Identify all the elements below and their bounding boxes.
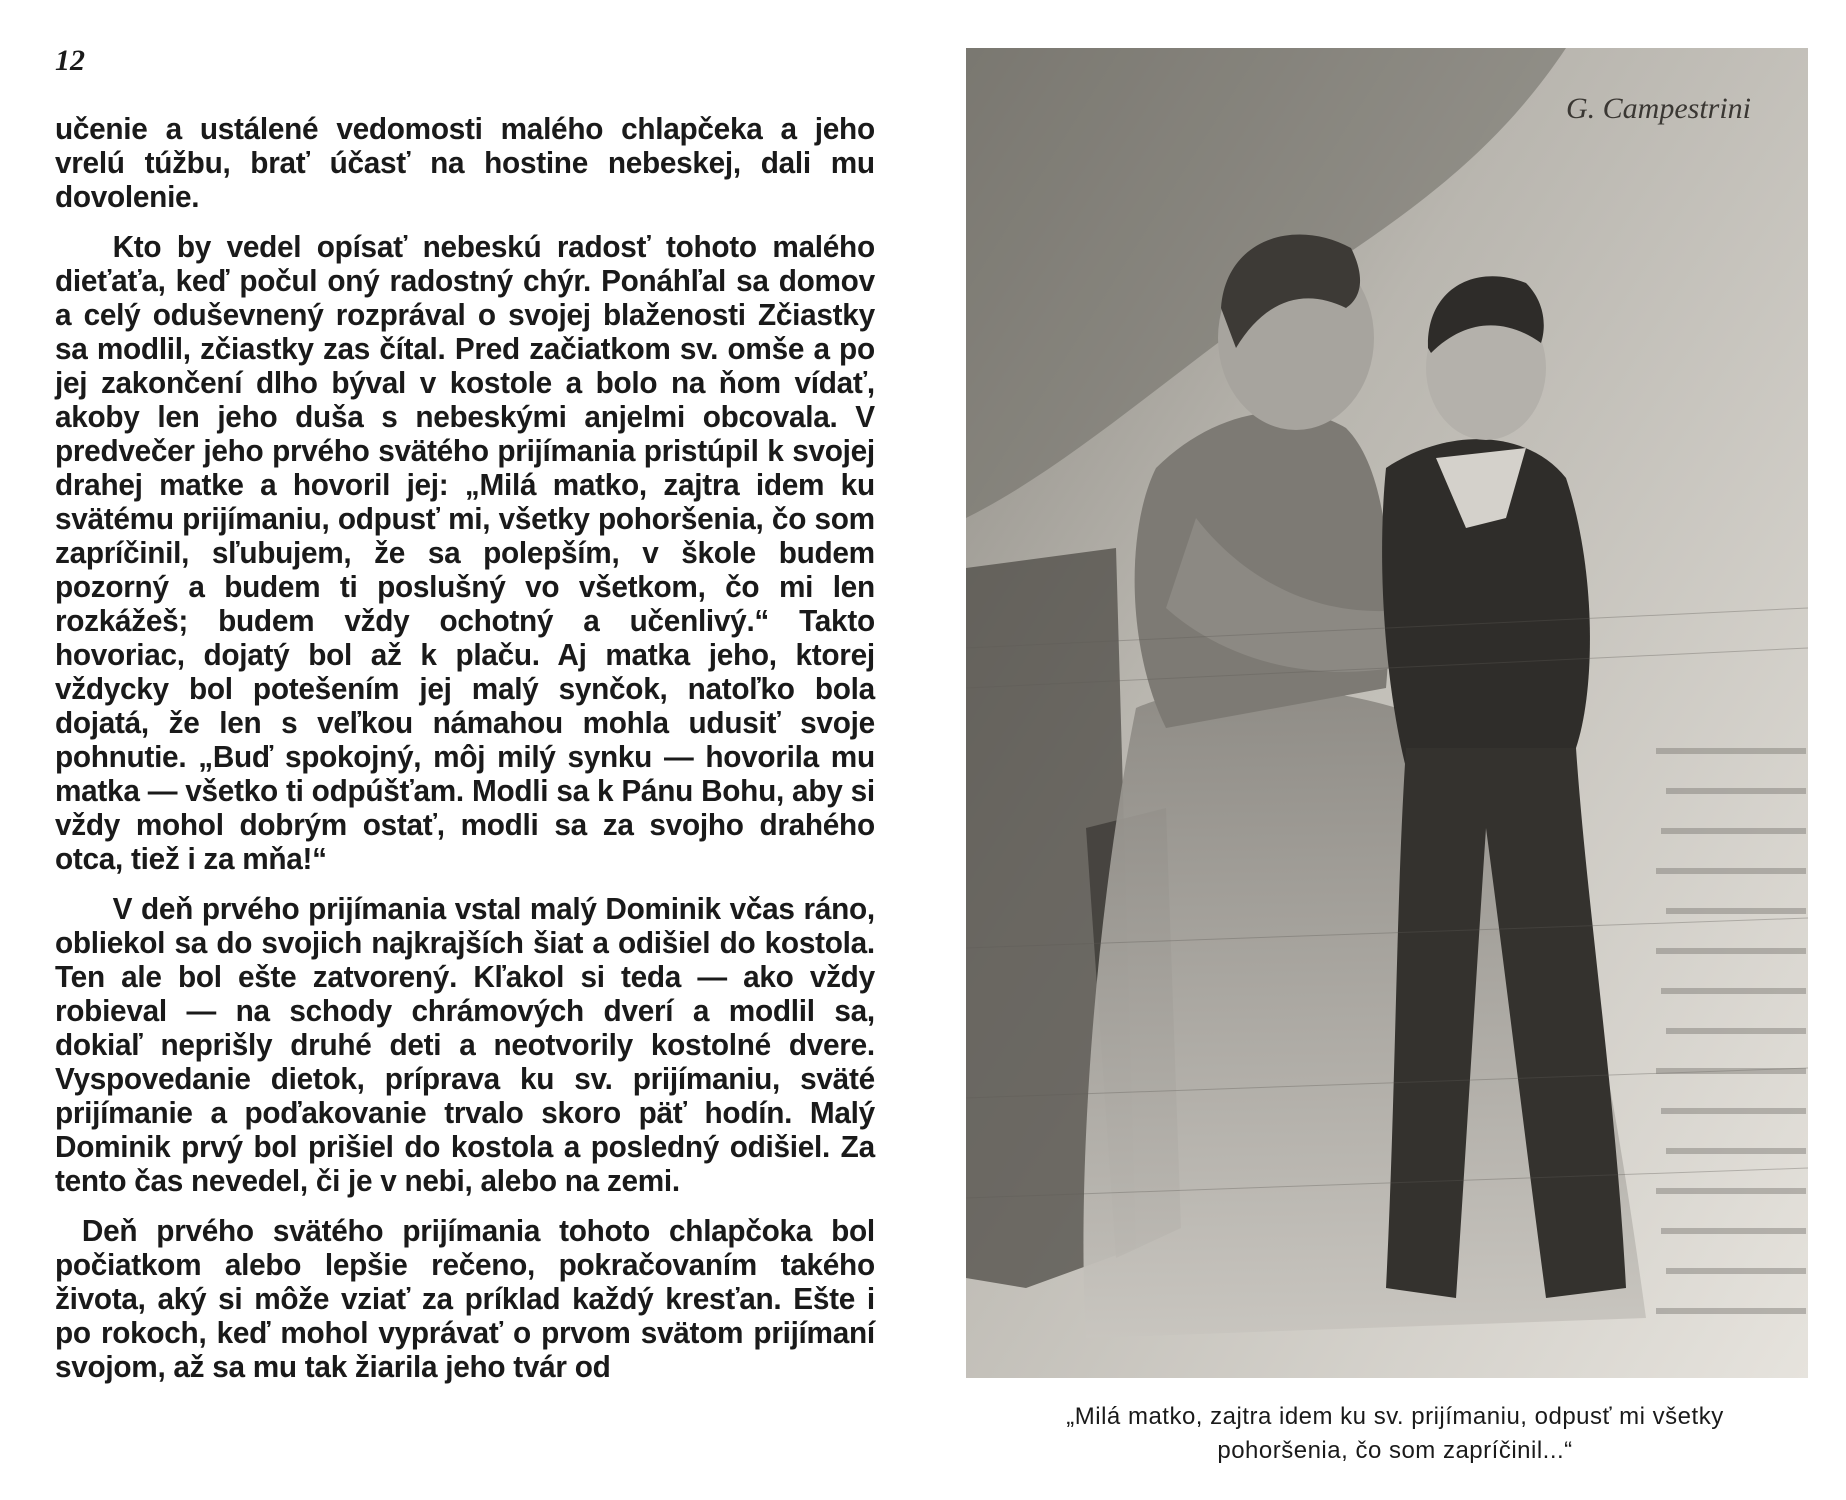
illustration-mother-and-son	[966, 48, 1808, 1378]
page-number: 12	[55, 44, 85, 77]
right-page	[960, 40, 1810, 1480]
paragraph-3: V deň prvého prijímania vstal malý Dominik včas ráno, obliekol sa do svojich najkrajších šiat a odišiel do kostola. Ten ale bol ešte zatvorený. Kľakol si teda — ako vždy robieval — na schody chrámových dverí a modlil sa, dokiaľ neprišly druhé deti a neotvorily kostolné dvere. Vyspovedanie dietok, príprava ku sv. prijímaniu, sväté prijímanie a poďakovanie trvalo skoro päť hodín. Malý Dominik prvý bol prišiel do kostola a posledný odišiel. Za tento čas nevedel, či je v nebi, alebo na zemi.	[55, 891, 875, 1198]
illustration-caption	[980, 1400, 1810, 1468]
paragraph-4: Deň prvého svätého prijímania tohoto chlapčoka bol počiatkom alebo lepšie rečeno, pokračovaním takého života, aký si môže vziať za príklad každý kresťan. Ešte i po rokoch, keď mohol vyprávať o prvom svätom prijímaní svojom, až sa mu tak žiarila jeho tvár od	[55, 1213, 875, 1384]
paragraph-1: učenie a ustálené vedomosti malého chlapčeka a jeho vrelú túžbu, brať účasť na hostine nebeskej, dali mu dovolenie.	[55, 111, 875, 214]
caption-line-2: pohoršenia, čo som zapríčinil...“	[1217, 1437, 1573, 1464]
caption-line-1: „Milá matko, zajtra idem ku sv. prijímaniu, odpusť mi všetky	[1066, 1403, 1724, 1430]
artist-signature: G. Campestrini	[1566, 92, 1752, 125]
left-page	[55, 40, 875, 1480]
body-text	[55, 112, 875, 1400]
engraving-image	[966, 48, 1808, 1378]
paragraph-2: Kto by vedel opísať nebeskú radosť tohoto malého dieťaťa, keď počul oný radostný chýr. Ponáhľal sa domov a celý oduševnený rozprával o svojej blaženosti Zčiastky sa modlil, zčiastky zas čítal. Pred začiatkom sv. omše a po jej zakončení dlho býval v kostole a bolo na ňom vídať, akoby len jeho duša s nebeskými anjelmi obcovala. V predvečer jeho prvého svätého prijímania pristúpil k svojej drahej matke a hovoril jej: „Milá matko, zajtra idem ku svätému prijímaniu, odpusť mi, všetky pohoršenia, čo som zapríčinil, sľubujem, že sa polepším, v škole budem pozorný a budem ti poslušný vo všetkom, čo mi len rozkážeš; budem vždy ochotný a učenlivý.“ Takto hovoriac, dojatý bol až k plaču. Aj matka jeho, ktorej vždycky bol potešením jej malý synčok, natoľko bola dojatá, že len s veľkou námahou mohla udusiť svoje pohnutie. „Buď spokojný, môj milý synku — hovorila mu matka — všetko ti odpúšťam. Modli sa k Pánu Bohu, aby si vždy mohol dobrým ostať, modli sa za svojho drahého otca, tiež i za mňa!“	[55, 229, 875, 876]
